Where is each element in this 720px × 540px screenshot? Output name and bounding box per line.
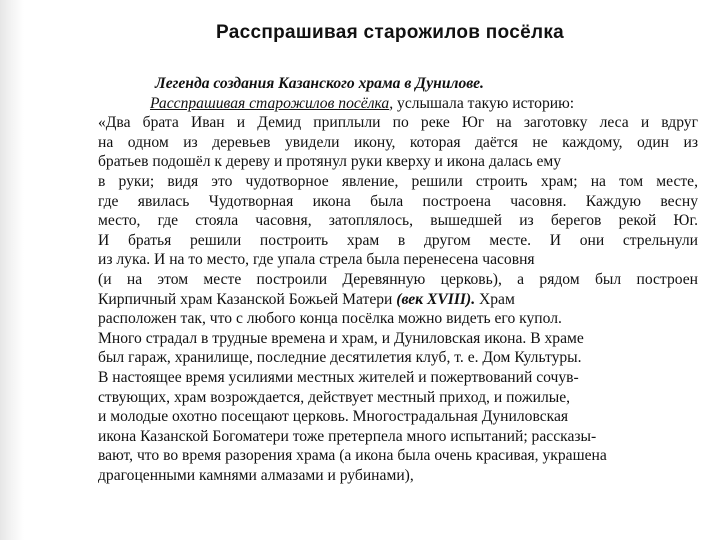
text-line: икона Казанской Богоматери тоже претерпела много испытаний; рассказы- [98, 427, 597, 445]
subtitle-rest: , услышала такую историю: [389, 94, 575, 112]
text-line: «Два брата Иван и Демид приплыли по реке Юг на заготовку леса и вдруг [98, 114, 698, 132]
text-line: (и на этом месте построили Деревянную церковь), а рядом был построен [98, 270, 698, 288]
text-line: В настоящее время усилиями местных жителей и пожертвований сочув- [98, 368, 579, 386]
text-line-kirpich [98, 290, 698, 310]
text-line: ствующих, храм возрождается, действует местный приход, и пожилые, [98, 388, 571, 406]
text-line: братьев подошёл к дереву и протянул руки кверху и икона далась ему [98, 153, 562, 171]
slide-title: Расспрашивая старожилов посёлка [216, 22, 564, 43]
legend-text-block [98, 74, 698, 485]
text-line: вают, что во время разорения храма (а икона была очень красивая, украшена [98, 447, 607, 465]
subtitle-italic: Расспрашивая старожилов посёлка [150, 94, 390, 112]
text-line: Много страдал в трудные времена и храм, и Дуниловская икона. В храме [98, 329, 584, 347]
text-line: в руки; видя это чудотворное явление, решили строить храм; на том месте, [98, 172, 698, 190]
slide-left-shade [0, 0, 24, 540]
text-line: и молодые охотно посещают церковь. Многострадальная Дуниловская [98, 408, 569, 426]
text-line: был гараж, хранилище, последние десятилетия клуб, т. е. Дом Культуры. [98, 349, 582, 367]
kirpich-after: Храм [475, 290, 515, 308]
century-label: (век XVIII). [396, 290, 476, 308]
text-line: где явилась Чудотворная икона была построена часовня. Каждую весну [98, 192, 698, 210]
legend-subtitle [98, 94, 698, 114]
legend-heading: Легенда создания Казанского храма в Дунилове. [155, 75, 484, 92]
text-line: из лука. И на то место, где упала стрела была перенесена часовня [98, 251, 535, 269]
text-line: И братья решили построить храм в другом месте. И они стрельнули [98, 231, 698, 249]
kirpich-before: Кирпичный храм Казанской Божьей Матери [98, 290, 397, 308]
text-line: место, где стояла часовня, затоплялось, вышедшей из берегов рекой Юг. [98, 212, 698, 230]
text-line: на одном из деревьев увидели икону, которая даётся не каждому, один из [98, 133, 698, 151]
text-line: драгоценными камнями алмазами и рубинами), [98, 466, 414, 484]
text-line: расположен так, что с любого конца посёлка можно видеть его купол. [98, 310, 562, 328]
